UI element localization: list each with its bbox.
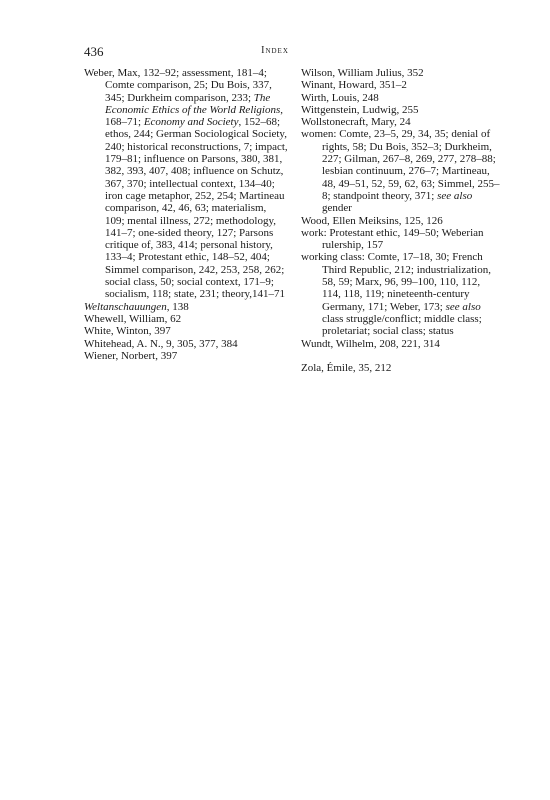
index-entry-weltanschauungen <box>84 301 288 313</box>
index-entry-weber-max <box>84 67 288 301</box>
term-italic: Weltanschauungen <box>84 300 167 313</box>
index-entry-wundt: Wundt, Wilhelm, 208, 221, 314 <box>301 337 440 350</box>
letter-gap <box>301 350 501 362</box>
index-entry-working-class <box>301 251 501 337</box>
entry-text: gender <box>322 202 352 215</box>
entry-text: working class: Comte, 17–18, 30; French Third Republic, 212; industrialization, 58, 59; Marx, 96, 99–100, 110, 112, 114, 118, 119; nineteenth-century Germany, 171; Weber, 173; <box>301 251 491 313</box>
book-title: Economy and Society <box>143 116 239 129</box>
index-entry-wittgenstein: Wittgenstein, Ludwig, 255 <box>301 103 419 116</box>
book-title: The Economic Ethics of the World Religions <box>105 91 281 116</box>
running-head-title: Index <box>261 45 289 56</box>
entry-text: , 168–71; <box>105 103 284 129</box>
index-entry-wilson: Wilson, William Julius, 352 <box>301 67 424 79</box>
index-entry-wood: Wood, Ellen Meiksins, 125, 126 <box>301 214 443 227</box>
index-entry-whitehead: Whitehead, A. N., 9, 305, 377, 384 <box>84 337 238 350</box>
index-entry-wollstonecraft: Wollstonecraft, Mary, 24 <box>301 116 411 129</box>
page-number: 436 <box>84 44 104 59</box>
entry-text: women: Comte, 23–5, 29, 34, 35; denial of rights, 58; Du Bois, 352–3; Durkheim, 227; Gilman, 267–8, 269, 277, 278–88; lesbian continuum, 276–7; Martineau, 48, 49–51, 52, 59, 62, 63; Simmel, 255–8; standpoint theory, 371; <box>301 128 500 202</box>
index-entry-wirth: Wirth, Louis, 248 <box>301 91 379 104</box>
index-entry-white: White, Winton, 397 <box>84 325 171 338</box>
index-entry-wiener: Wiener, Norbert, 397 <box>84 349 178 362</box>
index-entry-whewell: Whewell, William, 62 <box>84 312 182 325</box>
entry-text: , 152–68; ethos, 244; German Sociological Society, 240; historical reconstructions, 7; impact, 179–81; influence on Parsons, 380, 381, 382, 393, 407, 408; influence on Schutz, 367, 370; intellectual context, 134–40; iron cage metaphor, 252, 254; Martineau comparison, 42, 46, 63; materialism, 109; mental illness, 272; methodology, 141–7; one-sided theory, 127; Parsons critique of, 383, 414; personal history, 133–4; Protestant ethic, 148–52, 404; Simmel comparison, 242, 253, 258, 262; social class, 50; social context, 171–9; socialism, 118; state, 231; theory,141–71 <box>105 116 288 301</box>
index-column-left <box>84 67 288 362</box>
index-entry-winant: Winant, Howard, 351–2 <box>301 79 407 92</box>
entry-text: , 138 <box>166 300 189 313</box>
entry-text: class struggle/conflict; middle class; proletariat; social class; status <box>322 312 482 338</box>
see-also: see also <box>445 300 481 313</box>
index-entry-women <box>301 128 501 214</box>
index-entry-zola: Zola, Émile, 35, 212 <box>301 362 392 375</box>
see-also: see also <box>437 189 473 202</box>
entry-text: Weber, Max, 132–92; assessment, 181–4; Comte comparison, 25; Du Bois, 337, 345; Durkheim comparison, 233; <box>84 67 272 104</box>
index-column-right <box>301 67 501 374</box>
index-entry-work: work: Protestant ethic, 149–50; Weberian rulership, 157 <box>301 226 484 252</box>
